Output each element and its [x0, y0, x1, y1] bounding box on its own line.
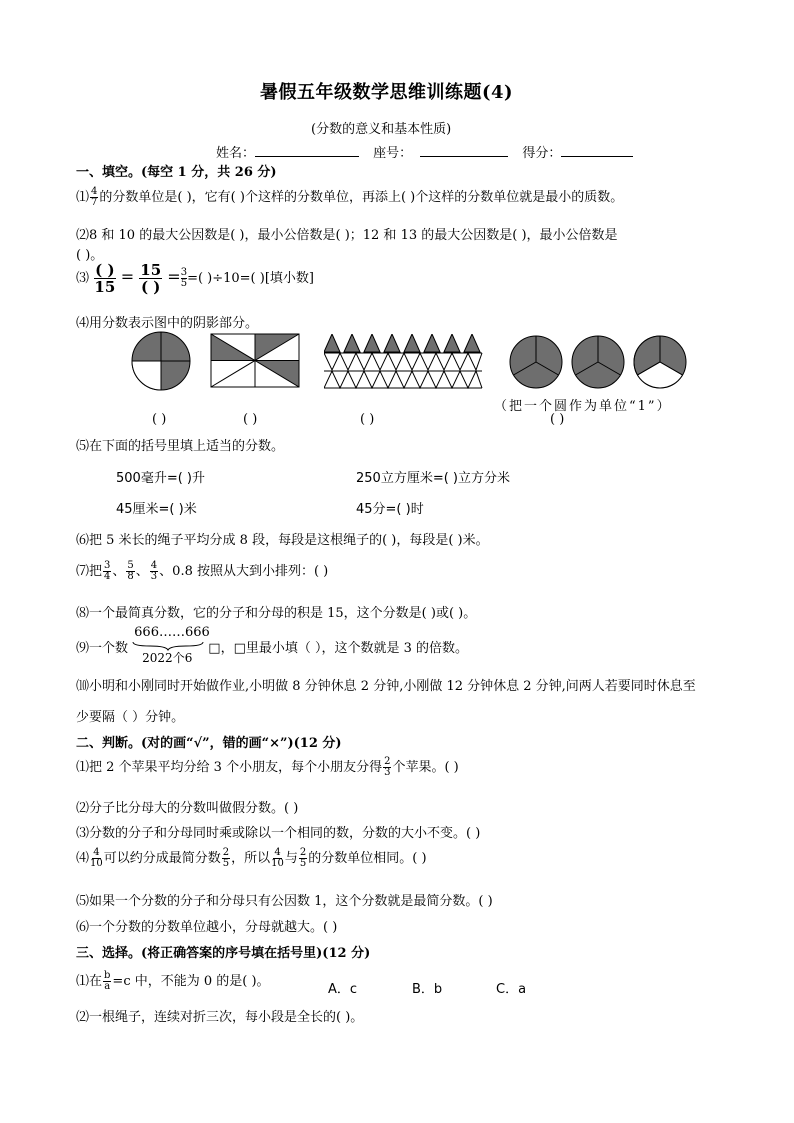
figure-three-circles [508, 334, 688, 390]
name-field[interactable] [255, 156, 359, 157]
option-a[interactable]: A．c [328, 982, 358, 997]
fraction: ( ) 15 [94, 261, 116, 296]
question-1-8: ⑻一个最简真分数，它的分子和分母的积是 15，这个分数是( )或( )。 [76, 606, 477, 621]
question-1-2b: ( )。 [76, 248, 104, 263]
question-3-2: ⑵一根绳子，连续对折三次，每小段是全长的( )。 [76, 1010, 364, 1025]
option-c[interactable]: C．a [496, 982, 527, 997]
subtitle: (分数的意义和基本性质) [311, 122, 452, 137]
fraction: 15 ( ) [140, 261, 162, 296]
seat-label: 座号： [373, 146, 413, 161]
answer-blank-4[interactable]: ( ) [550, 412, 565, 427]
question-1-9: ⑼一个数 666……666 2022个6 □，□里最小填（ ），这个数就是 3 的倍数。 [76, 625, 469, 665]
question-2-5: ⑸如果一个分数的分子和分母只有公因数 1，这个分数就是最简分数。( ) [76, 894, 493, 909]
section-2-heading: 二、判断。(对的画“√”，错的画“×”)(12 分) [76, 736, 342, 751]
question-1-10a: ⑽小明和小刚同时开始做作业,小明做 8 分钟休息 2 分钟,小刚做 12 分钟休息 2 分钟,问两人若要同时休息至 [76, 679, 696, 694]
answer-blank-1[interactable]: ( ) [152, 412, 167, 427]
question-1-4: ⑷用分数表示图中的阴影部分。 [76, 316, 259, 331]
section-1-heading: 一、填空。(每空 1 分，共 26 分) [76, 165, 277, 180]
fraction: $\frac{4}{7}$ [91, 186, 98, 208]
question-1-6: ⑹把 5 米长的绳子平均分成 8 段，每段是这根绳子的( )，每段是( )米。 [76, 533, 489, 548]
question-1-2a: ⑵8 和 10 的最大公因数是( )，最小公倍数是( )；12 和 13 的最大公因数是( )，最小公倍数是 [76, 228, 618, 243]
question-2-4: ⑷ $\frac{4}{10}$ 可以约分成最简分数 $\frac{2}{5}$ ，所以 $\frac{4}{10}$ 与 $\frac{2}{5}$ 的分数单位相同。( ) [76, 847, 427, 869]
question-1-5: ⑸在下面的括号里填上适当的分数。 [76, 439, 285, 454]
figure-triangle-rows [324, 334, 484, 390]
score-field[interactable] [561, 156, 633, 157]
option-b[interactable]: B．b [412, 982, 443, 997]
unit-conversion-1: 500毫升=( )升 [116, 471, 205, 486]
question-2-6: ⑹一个分数的分数单位越小，分母就越大。( ) [76, 920, 338, 935]
student-info [216, 142, 633, 161]
unit-conversion-3: 45厘米=( )米 [116, 502, 197, 517]
question-1-1: ⑴ $\frac{4}{7}$ 的分数单位是( )，它有( )个这样的分数单位，再添上( )个这样的分数单位就是最小的质数。 [76, 186, 624, 208]
page-title: 暑假五年级数学思维训练题(4) [260, 82, 514, 103]
question-2-3: ⑶分数的分子和分母同时乘或除以一个相同的数，分数的大小不变。( ) [76, 826, 481, 841]
question-2-2: ⑵分子比分母大的分数叫做假分数。( ) [76, 801, 299, 816]
seat-field[interactable] [420, 156, 508, 157]
name-label: 姓名： [216, 146, 256, 161]
question-1-10b: 少要隔（ ）分钟。 [76, 710, 185, 725]
answer-blank-3[interactable]: ( ) [360, 412, 375, 427]
unit-conversion-4: 45分=( )时 [356, 502, 424, 517]
figure-quarter-circle [130, 330, 192, 392]
question-1-7: ⑺把 $\frac{3}{4}$ 、 $\frac{5}{8}$ 、 $\frac{4}{3}$ 、0.8 按照从大到小排列：( ) [76, 560, 329, 582]
circle-unit-note: （把一个圆作为单位“1”） [494, 399, 672, 414]
question-1-3: ⑶ ( ) 15 = 15 ( ) = $\frac{3}{5}$ =( )÷10=( )[填小数] [76, 261, 314, 296]
question-2-1: ⑴把 2 个苹果平均分给 3 个小朋友，每个小朋友分得 $\frac{2}{3}$ 个苹果。( ) [76, 756, 459, 778]
figure-rectangle-triangles [210, 333, 302, 389]
section-3-heading: 三、选择。(将正确答案的序号填在括号里)(12 分) [76, 946, 371, 961]
question-3-1: ⑴在 $\frac{b}{a}$ =c 中，不能为 0 的是( )。 [76, 970, 270, 992]
score-label: 得分： [522, 146, 562, 161]
unit-conversion-2: 250立方厘米=( )立方分米 [356, 471, 510, 486]
answer-blank-2[interactable]: ( ) [243, 412, 258, 427]
